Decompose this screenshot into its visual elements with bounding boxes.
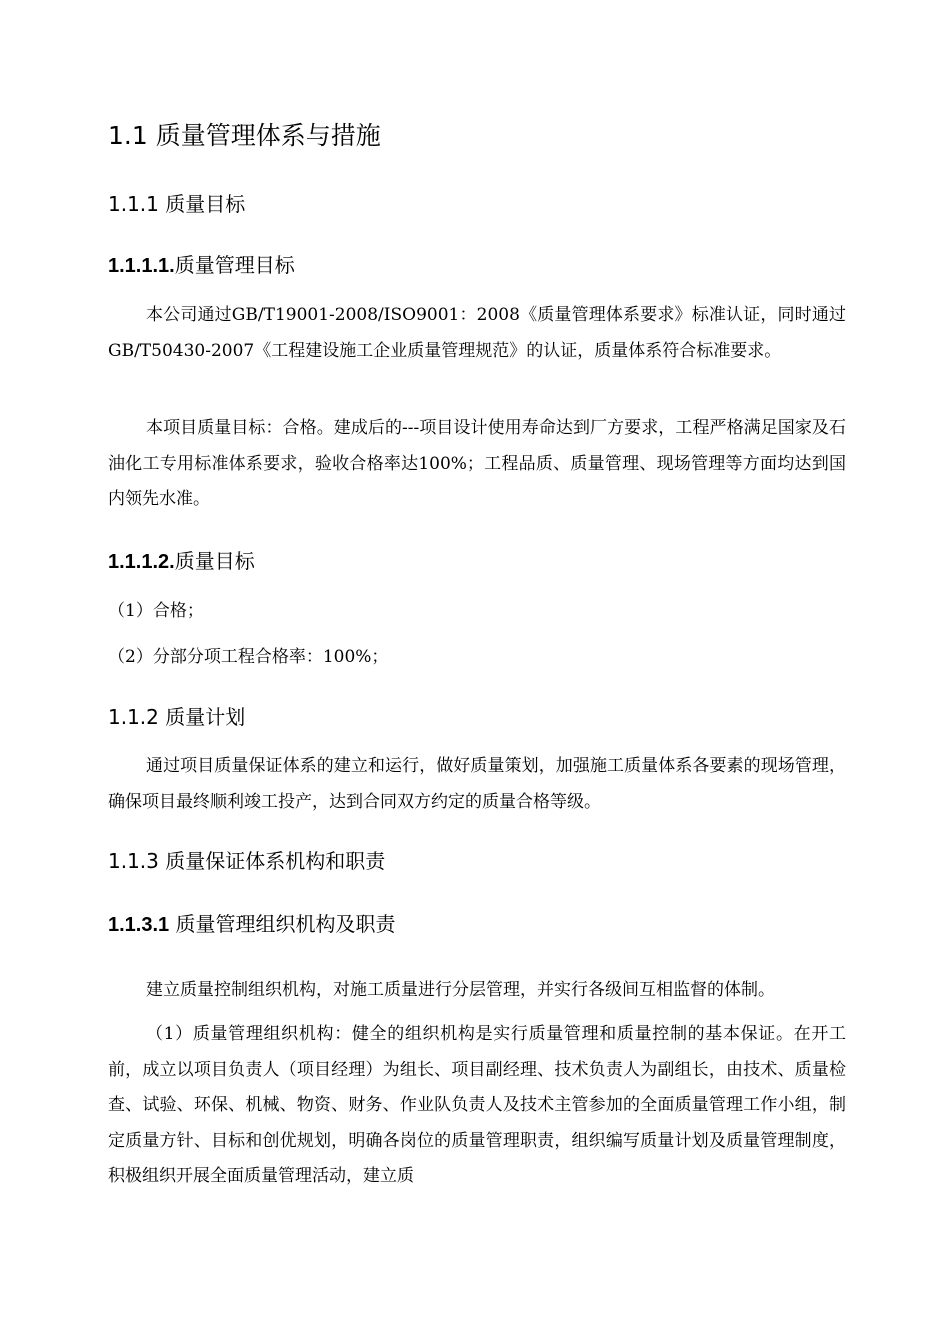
paragraph-control-organization: 建立质量控制组织机构，对施工质量进行分层管理，并实行各级间互相监督的体制。 — [146, 980, 775, 1000]
heading-number: 1.1.1.1. — [108, 255, 175, 277]
paragraph-quality-plan: 通过项目质量保证体系的建立和运行，做好质量策划，加强施工质量体系各要素的现场管理，确保项目最终顺利竣工投产，达到合同双方约定的质量合格等级。 — [108, 756, 846, 812]
heading-quality-assurance-organization: 1.1.3 质量保证体系机构和职责 — [108, 849, 386, 873]
heading-text: 质量管理组织机构及职责 — [169, 912, 396, 936]
list-item: （2）分部分项工程合格率：100%； — [108, 647, 389, 667]
heading-number: 1.1.3.1 — [108, 914, 170, 936]
heading-number: 1.1.1.2. — [108, 551, 175, 573]
heading-quality-management-goals — [108, 250, 295, 281]
heading-text: 质量目标 — [174, 549, 255, 573]
list-item: （1）合格； — [108, 601, 204, 621]
paragraph-management-organization: （1）质量管理组织机构：健全的组织机构是实行质量管理和质量控制的基本保证。在开工前，成立以项目负责人（项目经理）为组长、项目副经理、技术负责人为副组长，由技术、质量检查、试验、环保、机械、物资、财务、作业队负责人及技术主管参加的全面质量管理工作小组，制定质量方针、目标和创优规划，明确各岗位的质量管理职责，组织编写质量计划及质量管理制度，积极组织开展全面质量管理活动，建立质 — [108, 1024, 846, 1186]
heading-organization-duties — [108, 909, 396, 940]
heading-quality-goals: 1.1.1 质量目标 — [108, 192, 246, 216]
paragraph-certification: 本公司通过GB/T19001-2008/ISO9001：2008《质量管理体系要求》标准认证，同时通过GB/T50430-2007《工程建设施工企业质量管理规范》的认证，质量体系符合标准要求。 — [108, 305, 846, 361]
section-heading: 1.1 质量管理体系与措施 — [108, 121, 381, 150]
heading-quality-target — [108, 546, 255, 577]
heading-quality-plan: 1.1.2 质量计划 — [108, 705, 246, 729]
heading-text: 质量管理目标 — [174, 253, 295, 277]
paragraph-project-quality-goal: 本项目质量目标：合格。建成后的---项目设计使用寿命达到厂方要求，工程严格满足国家及石油化工专用标准体系要求，验收合格率达100%；工程品质、质量管理、现场管理等方面均达到国内领先水准。 — [108, 418, 846, 509]
